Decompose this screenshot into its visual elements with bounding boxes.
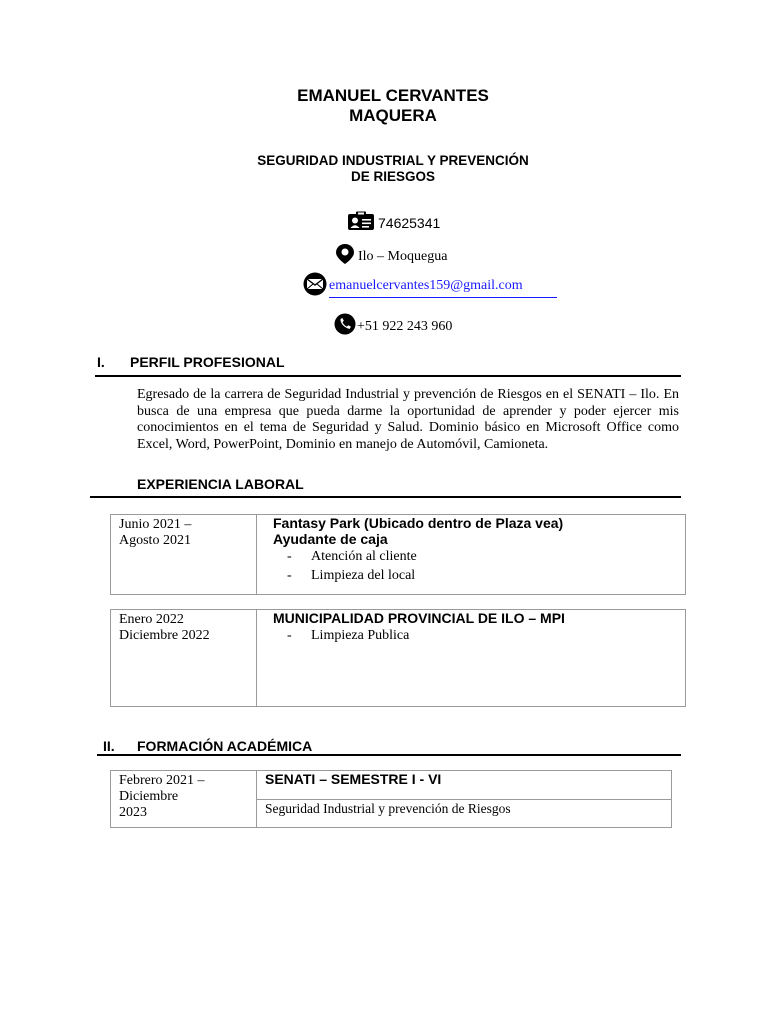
- education-date-line: 2023: [119, 805, 147, 820]
- email-link[interactable]: emanuelcervantes159@gmail.com: [329, 277, 557, 298]
- list-item: - Limpieza del local: [287, 568, 416, 583]
- job-date-end: Diciembre 2022: [119, 628, 210, 643]
- education-numeral: II.: [103, 738, 115, 754]
- profile-heading: PERFIL PROFESIONAL: [130, 354, 285, 370]
- job-date: [111, 515, 257, 595]
- contact-email: [302, 272, 557, 302]
- location-text: Ilo – Moquegua: [358, 249, 448, 264]
- experience-table-2: [110, 609, 686, 707]
- section-divider: [95, 375, 681, 377]
- education-program-cell: [257, 800, 672, 828]
- name-line-1: EMANUEL CERVANTES: [297, 86, 489, 105]
- id-number: 74625341: [378, 215, 441, 231]
- professional-title: [0, 153, 768, 185]
- education-date: [111, 771, 257, 828]
- experience-heading: EXPERIENCIA LABORAL: [137, 476, 304, 492]
- education-institution-cell: [257, 771, 672, 800]
- job-details: [257, 610, 686, 707]
- education-table: [110, 770, 672, 828]
- contact-location: [335, 243, 447, 271]
- job-date-start: Junio 2021 –: [119, 517, 192, 532]
- job-company: MUNICIPALIDAD PROVINCIAL DE ILO – MPI: [273, 610, 565, 626]
- list-item: - Atención al cliente: [287, 549, 417, 564]
- contact-phone: [334, 313, 452, 341]
- title-line-1: SEGURIDAD INDUSTRIAL Y PREVENCIÓN: [257, 153, 529, 168]
- location-pin-icon: [335, 243, 355, 271]
- job-date-start: Enero 2022: [119, 612, 184, 627]
- list-item: - Limpieza Publica: [287, 628, 410, 643]
- job-role: Ayudante de caja: [273, 531, 388, 547]
- phone-text: +51 922 243 960: [357, 319, 453, 334]
- name-line-2: MAQUERA: [349, 106, 437, 125]
- job-date-end: Agosto 2021: [119, 533, 191, 548]
- job-date: [111, 610, 257, 707]
- contact-id: [347, 211, 440, 235]
- section-divider: [97, 754, 681, 756]
- phone-icon: [334, 313, 356, 341]
- id-card-icon: [347, 211, 375, 235]
- job-company: Fantasy Park (Ubicado dentro de Plaza vea): [273, 515, 564, 531]
- education-date-line: Diciembre: [119, 789, 179, 804]
- candidate-name: [0, 86, 768, 126]
- education-date-line: Febrero 2021 –: [119, 773, 205, 788]
- email-icon: [302, 272, 328, 302]
- profile-numeral: I.: [97, 354, 105, 370]
- profile-text: Egresado de la carrera de Seguridad Industrial y prevención de Riesgos en el SENATI – Ilo. En busca de una empresa que pueda darme la oportunidad de aprender y poder ejercer mis conocimientos en el tema de Seguridad y Salud. Dominio básico en Microsoft Office como Excel, Word, PowerPoint, Dominio en manejo de Automóvil, Camioneta.: [137, 387, 679, 452]
- education-program: Seguridad Industrial y prevención de Riesgos: [265, 801, 511, 816]
- job-details: [257, 515, 686, 595]
- section-divider: [90, 496, 681, 498]
- title-line-2: DE RIESGOS: [350, 169, 436, 184]
- experience-table-1: [110, 514, 686, 595]
- education-heading: FORMACIÓN ACADÉMICA: [137, 738, 313, 754]
- education-institution: SENATI – SEMESTRE I - VI: [265, 771, 442, 787]
